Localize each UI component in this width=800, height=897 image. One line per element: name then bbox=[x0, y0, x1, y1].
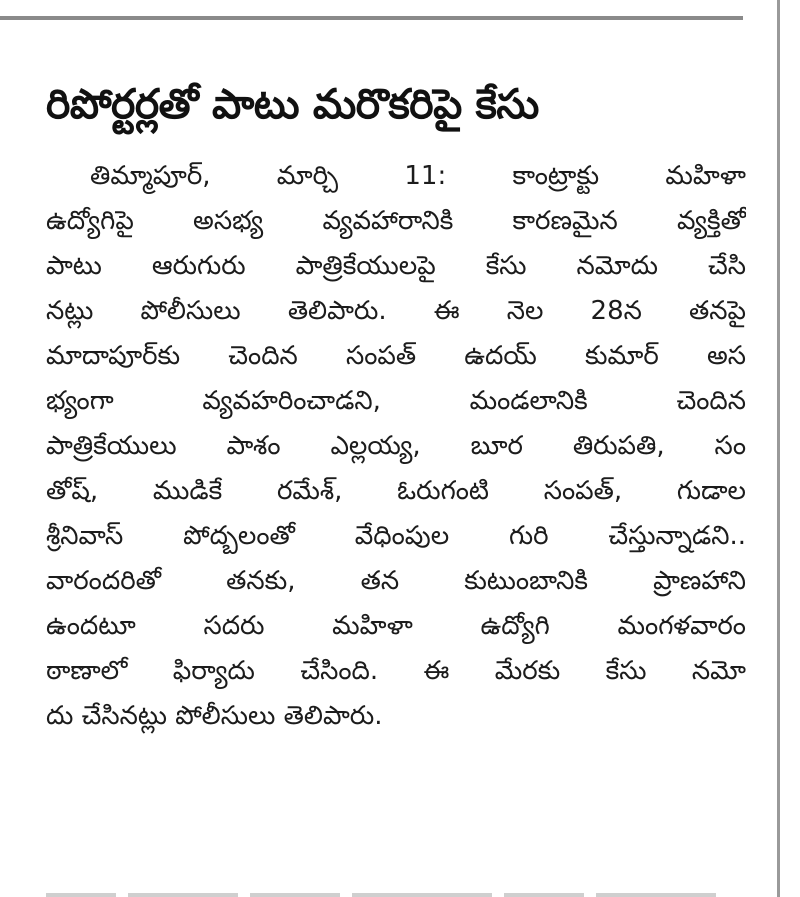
top-column-rule bbox=[0, 16, 743, 20]
body-line: దు చేసినట్లు పోలీసులు తెలిపారు. bbox=[46, 701, 383, 731]
body-line: పాటు ఆరుగురు పాత్రికేయులపై కేసు నమోదు చేసి bbox=[46, 251, 746, 281]
body-line: తోష్, ముడికే రమేశ్, ఓరుగంటి సంపత్, గుడాల bbox=[46, 476, 746, 506]
article-headline: రిపోర్టర్లతో పాటు మరొకరిపై కేసు bbox=[46, 80, 539, 128]
body-line: ఠాణాలో ఫిర్యాదు చేసింది. ఈ మేరకు కేసు నమో bbox=[46, 656, 746, 686]
body-line: మాదాపూర్‌కు చెందిన సంపత్ ఉదయ్ కుమార్ అస bbox=[46, 341, 746, 371]
right-column-rule bbox=[777, 0, 780, 897]
body-line: పాత్రికేయులు పాశం ఎల్లయ్య, బూర తిరుపతి, సం bbox=[46, 431, 746, 461]
body-line: నట్లు పోలీసులు తెలిపారు. ఈ నెల 28న తనపై bbox=[46, 296, 746, 326]
body-line: తిమ్మాపూర్, మార్చి 11: కాంట్రాక్టు మహిళా bbox=[90, 161, 746, 191]
cropped-next-article bbox=[46, 884, 746, 897]
body-line: ఉందటూ సదరు మహిళా ఉద్యోగి మంగళవారం bbox=[46, 611, 746, 641]
article-body bbox=[46, 154, 746, 739]
body-line: శ్రీనివాస్ పోద్బలంతో వేధింపుల గురి చేస్తున్నాడని.. bbox=[46, 521, 746, 551]
body-line: భ్యంగా వ్యవహరించాడని, మండలానికి చెందిన bbox=[46, 386, 746, 416]
news-article bbox=[46, 58, 746, 739]
body-line: వారందరితో తనకు, తన కుటుంబానికి ప్రాణహాని bbox=[46, 566, 746, 596]
body-line: ఉద్యోగిపై అసభ్య వ్యవహారానికి కారణమైన వ్యక్తితో bbox=[46, 206, 746, 236]
